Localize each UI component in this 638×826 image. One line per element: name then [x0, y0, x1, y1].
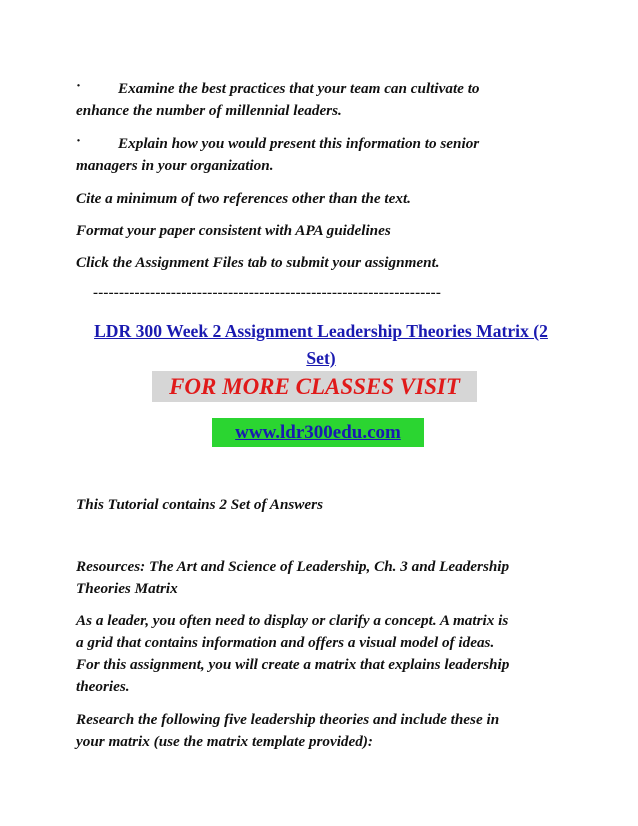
assignment-heading[interactable]	[76, 318, 566, 372]
divider-line: -------------------------------------------------------------------	[93, 285, 442, 301]
para1-line2: a grid that contains information and offers a visual model of ideas.	[76, 634, 495, 651]
visit-banner: FOR MORE CLASSES VISIT	[169, 374, 460, 399]
website-link[interactable]: www.ldr300edu.com	[235, 422, 401, 443]
bullet1-line2: enhance the number of millennial leaders.	[76, 102, 342, 119]
para1-line1: As a leader, you often need to display or clarify a concept. A matrix is	[76, 612, 509, 629]
para1-line3: For this assignment, you will create a matrix that explains leadership	[76, 656, 510, 673]
bullet-symbol: ·	[76, 78, 82, 94]
bullet1-line1: Examine the best practices that your team can cultivate to	[118, 80, 480, 97]
bullet2-line1: Explain how you would present this information to senior	[118, 135, 480, 152]
bullet2-line2: managers in your organization.	[76, 157, 274, 174]
para2-line1: Research the following five leadership theories and include these in	[76, 711, 500, 728]
para2-line2: your matrix (use the matrix template provided):	[76, 733, 373, 750]
para1-line4: theories.	[76, 678, 130, 695]
tutorial-text: This Tutorial contains 2 Set of Answers	[76, 496, 323, 513]
cite-text: Cite a minimum of two references other than the text.	[76, 190, 411, 207]
resources-line1: Resources: The Art and Science of Leadership, Ch. 3 and Leadership	[76, 558, 510, 575]
format-text: Format your paper consistent with APA guidelines	[76, 222, 391, 239]
bullet-symbol-2: ·	[76, 133, 82, 149]
heading-line2: Set)	[306, 348, 336, 368]
click-text: Click the Assignment Files tab to submit your assignment.	[76, 254, 440, 271]
heading-line1: LDR 300 Week 2 Assignment Leadership Theories Matrix (2	[94, 321, 548, 341]
resources-line2: Theories Matrix	[76, 580, 178, 597]
